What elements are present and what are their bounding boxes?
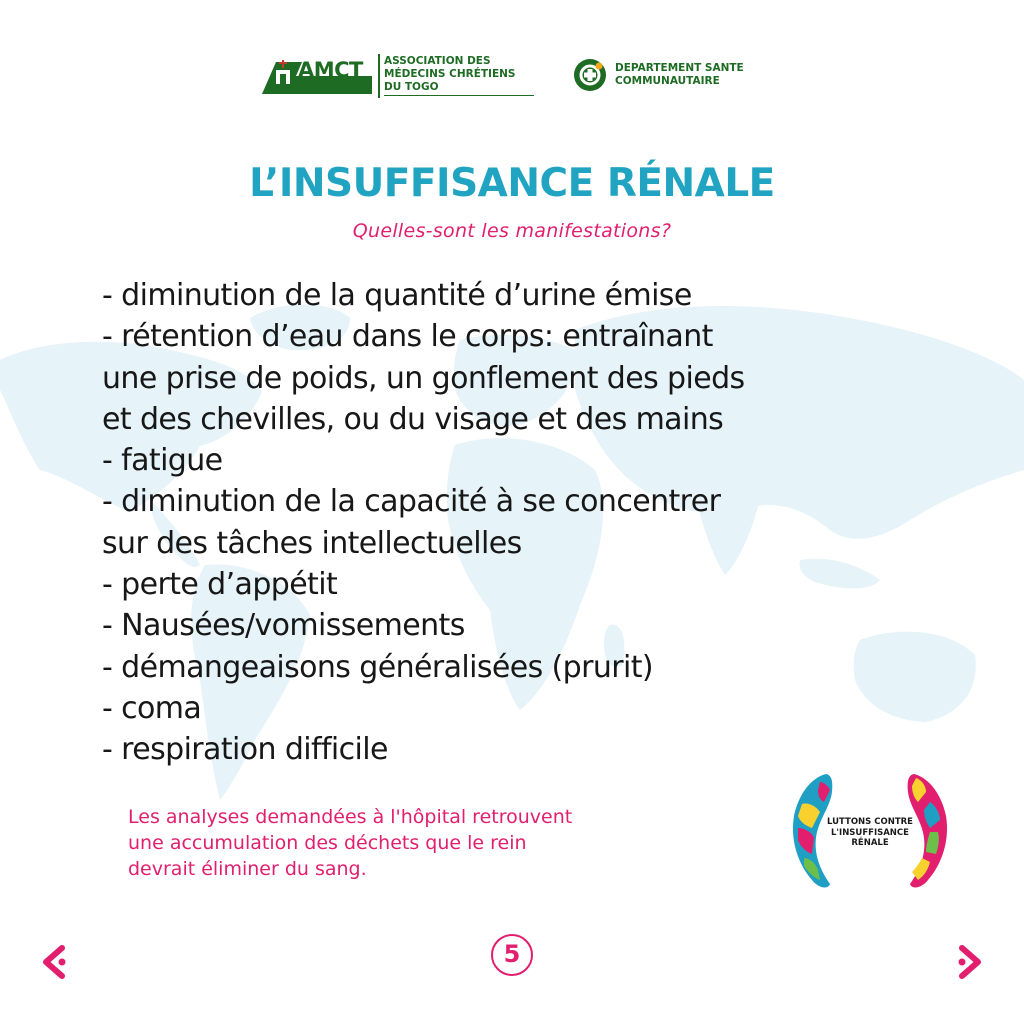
symptom-line: - rétention d’eau dans le corps: entraînant	[102, 319, 713, 355]
previous-page-button[interactable]	[38, 942, 72, 982]
symptom-line: - fatigue	[102, 443, 223, 479]
note-line: Les analyses demandées à l'hôpital retrouvent	[128, 806, 573, 828]
amct-abbreviation: AMCT	[298, 58, 363, 82]
department-logo	[573, 58, 773, 92]
symptom-line: - Nausées/vomissements	[102, 608, 465, 644]
amct-name-line: ASSOCIATION DES	[384, 55, 491, 67]
page-subtitle: Quelles-sont les manifestations?	[352, 220, 672, 242]
department-name-line: DEPARTEMENT SANTE	[615, 62, 744, 74]
symptom-line: - respiration difficile	[102, 732, 388, 768]
chevron-left-icon	[38, 942, 72, 982]
department-name	[615, 62, 744, 88]
amct-underline	[384, 95, 534, 96]
symptom-line: - diminution de la quantité d’urine émise	[102, 278, 692, 313]
next-page-button[interactable]	[952, 942, 986, 982]
lab-analysis-note	[128, 804, 728, 882]
campaign-line: RÉNALE	[851, 838, 889, 848]
chevron-right-icon	[952, 942, 986, 982]
symptom-line: - diminution de la capacité à se concentrer	[102, 484, 721, 520]
symptom-list	[102, 275, 922, 771]
symptom-line: sur des tâches intellectuelles	[102, 525, 522, 561]
campaign-logo	[790, 772, 950, 890]
amct-full-name	[384, 55, 554, 94]
community-health-icon	[573, 58, 607, 92]
campaign-slogan	[810, 817, 930, 849]
symptom-line: - perte d’appétit	[102, 567, 338, 603]
amct-logo	[262, 54, 542, 98]
note-line: une accumulation des déchets que le rein	[128, 832, 527, 854]
department-name-line: COMMUNAUTAIRE	[615, 75, 720, 87]
symptom-line: et des chevilles, ou du visage et des mains	[102, 401, 724, 437]
amct-name-line: DU TOGO	[384, 81, 439, 93]
note-line: devrait éliminer du sang.	[128, 858, 367, 880]
symptom-line: une prise de poids, un gonflement des pieds	[102, 360, 745, 396]
page-number-badge: 5	[491, 934, 533, 976]
amct-name-line: MÉDECINS CHRÉTIENS	[384, 68, 516, 80]
amct-tagline: Association des Médecins Chrétiens du Togo	[268, 86, 357, 91]
campaign-line: LUTTONS CONTRE	[827, 817, 913, 827]
page-title: L’INSUFFISANCE RÉNALE	[249, 161, 775, 206]
symptom-line: - coma	[102, 690, 202, 726]
campaign-line: L'INSUFFISANCE	[831, 827, 909, 838]
symptom-line: - démangeaisons généralisées (prurit)	[102, 649, 653, 685]
amct-divider	[378, 54, 380, 98]
